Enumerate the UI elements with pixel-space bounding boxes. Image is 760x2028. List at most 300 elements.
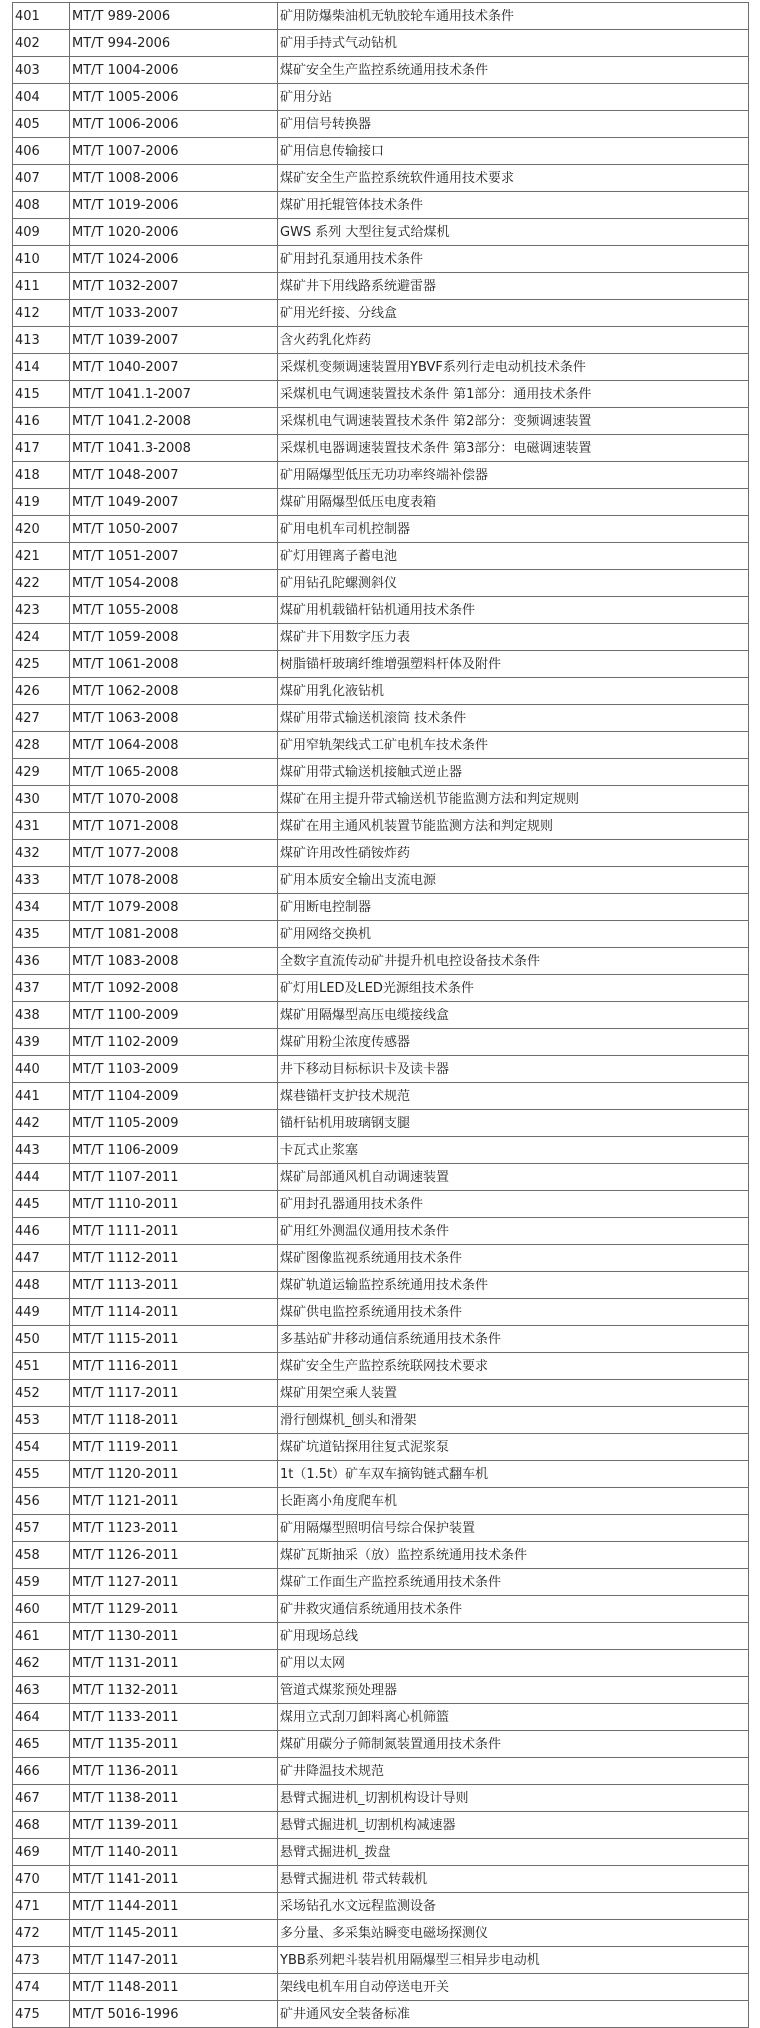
row-number-cell: 413 [13, 327, 70, 354]
table-row [13, 570, 749, 597]
standard-title-cell: 矿用封孔器通用技术条件 [278, 1191, 749, 1218]
row-number-cell: 442 [13, 1110, 70, 1137]
table-row [13, 1596, 749, 1623]
table-row [13, 1461, 749, 1488]
standard-code-cell: MT/T 1106-2009 [70, 1137, 278, 1164]
row-number-cell: 436 [13, 948, 70, 975]
row-number-cell: 431 [13, 813, 70, 840]
standard-code-cell: MT/T 1024-2006 [70, 246, 278, 273]
table-row [13, 678, 749, 705]
standard-title-cell: 煤矿用托辊管体技术条件 [278, 192, 749, 219]
standard-code-cell: MT/T 1147-2011 [70, 1947, 278, 1974]
standard-title-cell: 含火药乳化炸药 [278, 327, 749, 354]
row-number-cell: 418 [13, 462, 70, 489]
row-number-cell: 434 [13, 894, 70, 921]
standard-code-cell: MT/T 1138-2011 [70, 1785, 278, 1812]
row-number-cell: 411 [13, 273, 70, 300]
table-row [13, 624, 749, 651]
table-row [13, 3, 749, 30]
standard-code-cell: MT/T 1112-2011 [70, 1245, 278, 1272]
table-row [13, 219, 749, 246]
standard-code-cell: MT/T 994-2006 [70, 30, 278, 57]
standard-code-cell: MT/T 1004-2006 [70, 57, 278, 84]
standard-title-cell: 采煤机电气调速装置技术条件 第2部分：变频调速装置 [278, 408, 749, 435]
table-row [13, 354, 749, 381]
standard-title-cell: 矿用信息传输接口 [278, 138, 749, 165]
row-number-cell: 438 [13, 1002, 70, 1029]
row-number-cell: 419 [13, 489, 70, 516]
row-number-cell: 440 [13, 1056, 70, 1083]
standard-title-cell: 矿用红外测温仪通用技术条件 [278, 1218, 749, 1245]
standard-code-cell: MT/T 1071-2008 [70, 813, 278, 840]
standard-code-cell: MT/T 1126-2011 [70, 1542, 278, 1569]
row-number-cell: 412 [13, 300, 70, 327]
standard-title-cell: 锚杆钻机用玻璃钢支腿 [278, 1110, 749, 1137]
table-row [13, 921, 749, 948]
standard-code-cell: MT/T 1127-2011 [70, 1569, 278, 1596]
table-row [13, 84, 749, 111]
standard-title-cell: 煤矿用隔爆型低压电度表箱 [278, 489, 749, 516]
table-row [13, 1731, 749, 1758]
standard-title-cell: 悬臂式掘进机_拨盘 [278, 1839, 749, 1866]
row-number-cell: 472 [13, 1920, 70, 1947]
row-number-cell: 421 [13, 543, 70, 570]
row-number-cell: 428 [13, 732, 70, 759]
row-number-cell: 462 [13, 1650, 70, 1677]
standard-code-cell: MT/T 1005-2006 [70, 84, 278, 111]
row-number-cell: 455 [13, 1461, 70, 1488]
row-number-cell: 454 [13, 1434, 70, 1461]
standard-title-cell: 架线电机车用自动停送电开关 [278, 1974, 749, 2001]
standard-code-cell: MT/T 1102-2009 [70, 1029, 278, 1056]
standard-title-cell: 多分量、多采集站瞬变电磁场探测仪 [278, 1920, 749, 1947]
standard-title-cell: 煤巷锚杆支护技术规范 [278, 1083, 749, 1110]
standard-title-cell: 采煤机电器调速装置技术条件 第3部分：电磁调速装置 [278, 435, 749, 462]
table-row [13, 1353, 749, 1380]
table-row [13, 1677, 749, 1704]
table-row [13, 30, 749, 57]
table-row [13, 1002, 749, 1029]
row-number-cell: 427 [13, 705, 70, 732]
standard-code-cell: MT/T 989-2006 [70, 3, 278, 30]
standard-code-cell: MT/T 1120-2011 [70, 1461, 278, 1488]
row-number-cell: 404 [13, 84, 70, 111]
standard-title-cell: 长距离小角度爬车机 [278, 1488, 749, 1515]
standard-code-cell: MT/T 1041.2-2008 [70, 408, 278, 435]
standard-code-cell: MT/T 1064-2008 [70, 732, 278, 759]
standard-code-cell: MT/T 1145-2011 [70, 1920, 278, 1947]
standard-code-cell: MT/T 1116-2011 [70, 1353, 278, 1380]
standard-title-cell: 煤矿局部通风机自动调速装置 [278, 1164, 749, 1191]
table-row [13, 435, 749, 462]
table-row [13, 516, 749, 543]
standard-code-cell: MT/T 1077-2008 [70, 840, 278, 867]
standard-title-cell: 煤矿瓦斯抽采（放）监控系统通用技术条件 [278, 1542, 749, 1569]
row-number-cell: 435 [13, 921, 70, 948]
table-row [13, 327, 749, 354]
row-number-cell: 445 [13, 1191, 70, 1218]
standard-title-cell: YBB系列耙斗装岩机用隔爆型三相异步电动机 [278, 1947, 749, 1974]
row-number-cell: 451 [13, 1353, 70, 1380]
standard-code-cell: MT/T 1118-2011 [70, 1407, 278, 1434]
standard-title-cell: 悬臂式掘进机_切割机构减速器 [278, 1812, 749, 1839]
standard-title-cell: 煤矿用带式输送机滚筒 技术条件 [278, 705, 749, 732]
standard-title-cell: 煤矿用带式输送机接触式逆止器 [278, 759, 749, 786]
row-number-cell: 439 [13, 1029, 70, 1056]
standard-code-cell: MT/T 1115-2011 [70, 1326, 278, 1353]
standard-code-cell: MT/T 1111-2011 [70, 1218, 278, 1245]
standard-title-cell: 煤矿安全生产监控系统软件通用技术要求 [278, 165, 749, 192]
table-row [13, 1974, 749, 2001]
table-row [13, 597, 749, 624]
table-row [13, 1083, 749, 1110]
table-row [13, 246, 749, 273]
standard-title-cell: 煤矿坑道钻探用往复式泥浆泵 [278, 1434, 749, 1461]
row-number-cell: 437 [13, 975, 70, 1002]
standard-code-cell: MT/T 1092-2008 [70, 975, 278, 1002]
standard-code-cell: MT/T 1148-2011 [70, 1974, 278, 2001]
table-row [13, 1812, 749, 1839]
standard-title-cell: 矿用封孔泵通用技术条件 [278, 246, 749, 273]
standard-title-cell: 矿灯用锂离子蓄电池 [278, 543, 749, 570]
standard-title-cell: 矿用电机车司机控制器 [278, 516, 749, 543]
row-number-cell: 423 [13, 597, 70, 624]
standard-title-cell: 煤矿用架空乘人装置 [278, 1380, 749, 1407]
standard-code-cell: MT/T 1061-2008 [70, 651, 278, 678]
row-number-cell: 425 [13, 651, 70, 678]
standard-code-cell: MT/T 1032-2007 [70, 273, 278, 300]
table-row [13, 192, 749, 219]
table-row [13, 1245, 749, 1272]
row-number-cell: 410 [13, 246, 70, 273]
standard-title-cell: 煤矿井下用数字压力表 [278, 624, 749, 651]
table-row [13, 1866, 749, 1893]
standard-code-cell: MT/T 1070-2008 [70, 786, 278, 813]
table-row [13, 1515, 749, 1542]
standards-table-body [13, 3, 749, 2028]
standard-title-cell: 煤矿供电监控系统通用技术条件 [278, 1299, 749, 1326]
table-row [13, 1569, 749, 1596]
standard-title-cell: 煤用立式刮刀卸料离心机筛篮 [278, 1704, 749, 1731]
table-row [13, 651, 749, 678]
standard-title-cell: 煤矿许用改性硝铵炸药 [278, 840, 749, 867]
row-number-cell: 475 [13, 2001, 70, 2028]
row-number-cell: 463 [13, 1677, 70, 1704]
standard-title-cell: 悬臂式掘进机 带式转载机 [278, 1866, 749, 1893]
table-row [13, 1218, 749, 1245]
standard-code-cell: MT/T 1119-2011 [70, 1434, 278, 1461]
table-row [13, 1407, 749, 1434]
standard-title-cell: 煤矿用机载锚杆钻机通用技术条件 [278, 597, 749, 624]
row-number-cell: 414 [13, 354, 70, 381]
table-row [13, 867, 749, 894]
standard-code-cell: MT/T 1133-2011 [70, 1704, 278, 1731]
row-number-cell: 466 [13, 1758, 70, 1785]
standard-title-cell: 矿用钻孔陀螺测斜仪 [278, 570, 749, 597]
table-row [13, 381, 749, 408]
standard-title-cell: 矿灯用LED及LED光源组技术条件 [278, 975, 749, 1002]
standard-code-cell: MT/T 1117-2011 [70, 1380, 278, 1407]
standard-title-cell: 煤矿用隔爆型高压电缆接线盒 [278, 1002, 749, 1029]
standard-code-cell: MT/T 1107-2011 [70, 1164, 278, 1191]
table-row [13, 1893, 749, 1920]
row-number-cell: 460 [13, 1596, 70, 1623]
table-row [13, 1164, 749, 1191]
row-number-cell: 429 [13, 759, 70, 786]
row-number-cell: 401 [13, 3, 70, 30]
row-number-cell: 402 [13, 30, 70, 57]
table-row [13, 732, 749, 759]
standard-code-cell: MT/T 1020-2006 [70, 219, 278, 246]
table-row [13, 57, 749, 84]
table-row [13, 1380, 749, 1407]
standard-code-cell: MT/T 1059-2008 [70, 624, 278, 651]
table-row [13, 1326, 749, 1353]
standard-code-cell: MT/T 1079-2008 [70, 894, 278, 921]
standard-title-cell: 煤矿安全生产监控系统通用技术条件 [278, 57, 749, 84]
standard-code-cell: MT/T 1083-2008 [70, 948, 278, 975]
row-number-cell: 458 [13, 1542, 70, 1569]
table-row [13, 705, 749, 732]
table-row [13, 813, 749, 840]
row-number-cell: 464 [13, 1704, 70, 1731]
standard-code-cell: MT/T 1105-2009 [70, 1110, 278, 1137]
standard-title-cell: GWS 系列 大型往复式给煤机 [278, 219, 749, 246]
row-number-cell: 471 [13, 1893, 70, 1920]
table-row [13, 111, 749, 138]
row-number-cell: 416 [13, 408, 70, 435]
table-row [13, 1137, 749, 1164]
row-number-cell: 470 [13, 1866, 70, 1893]
standard-code-cell: MT/T 1113-2011 [70, 1272, 278, 1299]
table-row [13, 840, 749, 867]
standard-title-cell: 矿井降温技术规范 [278, 1758, 749, 1785]
row-number-cell: 406 [13, 138, 70, 165]
standard-title-cell: 管道式煤浆预处理器 [278, 1677, 749, 1704]
row-number-cell: 447 [13, 1245, 70, 1272]
row-number-cell: 441 [13, 1083, 70, 1110]
standard-code-cell: MT/T 1039-2007 [70, 327, 278, 354]
standard-title-cell: 煤矿在用主提升带式输送机节能监测方法和判定规则 [278, 786, 749, 813]
standard-title-cell: 煤矿用粉尘浓度传感器 [278, 1029, 749, 1056]
row-number-cell: 422 [13, 570, 70, 597]
row-number-cell: 443 [13, 1137, 70, 1164]
table-row [13, 1272, 749, 1299]
row-number-cell: 468 [13, 1812, 70, 1839]
row-number-cell: 459 [13, 1569, 70, 1596]
standard-title-cell: 煤矿井下用线路系统避雷器 [278, 273, 749, 300]
table-row [13, 1488, 749, 1515]
standards-table [12, 2, 749, 2028]
standard-code-cell: MT/T 5016-1996 [70, 2001, 278, 2028]
table-row [13, 975, 749, 1002]
table-row [13, 300, 749, 327]
table-row [13, 273, 749, 300]
standard-code-cell: MT/T 1130-2011 [70, 1623, 278, 1650]
table-row [13, 543, 749, 570]
standard-title-cell: 多基站矿井移动通信系统通用技术条件 [278, 1326, 749, 1353]
row-number-cell: 456 [13, 1488, 70, 1515]
table-row [13, 462, 749, 489]
standard-title-cell: 煤矿图像监视系统通用技术条件 [278, 1245, 749, 1272]
table-row [13, 894, 749, 921]
standard-code-cell: MT/T 1104-2009 [70, 1083, 278, 1110]
standard-code-cell: MT/T 1041.3-2008 [70, 435, 278, 462]
row-number-cell: 448 [13, 1272, 70, 1299]
standard-title-cell: 煤矿轨道运输监控系统通用技术条件 [278, 1272, 749, 1299]
standard-code-cell: MT/T 1139-2011 [70, 1812, 278, 1839]
standard-title-cell: 矿用隔爆型照明信号综合保护装置 [278, 1515, 749, 1542]
standard-code-cell: MT/T 1123-2011 [70, 1515, 278, 1542]
standard-code-cell: MT/T 1049-2007 [70, 489, 278, 516]
standard-title-cell: 矿井救灾通信系统通用技术条件 [278, 1596, 749, 1623]
row-number-cell: 432 [13, 840, 70, 867]
standard-code-cell: MT/T 1135-2011 [70, 1731, 278, 1758]
standard-title-cell: 矿用现场总线 [278, 1623, 749, 1650]
standard-code-cell: MT/T 1054-2008 [70, 570, 278, 597]
standard-title-cell: 煤矿用乳化液钻机 [278, 678, 749, 705]
table-row [13, 1785, 749, 1812]
standard-code-cell: MT/T 1033-2007 [70, 300, 278, 327]
table-row [13, 1299, 749, 1326]
standard-code-cell: MT/T 1006-2006 [70, 111, 278, 138]
table-row [13, 138, 749, 165]
row-number-cell: 467 [13, 1785, 70, 1812]
standard-title-cell: 矿用信号转换器 [278, 111, 749, 138]
row-number-cell: 453 [13, 1407, 70, 1434]
standard-code-cell: MT/T 1063-2008 [70, 705, 278, 732]
table-row [13, 1650, 749, 1677]
standard-title-cell: 矿用本质安全输出支流电源 [278, 867, 749, 894]
row-number-cell: 465 [13, 1731, 70, 1758]
row-number-cell: 450 [13, 1326, 70, 1353]
row-number-cell: 424 [13, 624, 70, 651]
row-number-cell: 433 [13, 867, 70, 894]
table-row [13, 1056, 749, 1083]
standard-code-cell: MT/T 1114-2011 [70, 1299, 278, 1326]
row-number-cell: 461 [13, 1623, 70, 1650]
standard-title-cell: 悬臂式掘进机_切割机构设计导则 [278, 1785, 749, 1812]
standard-code-cell: MT/T 1103-2009 [70, 1056, 278, 1083]
standard-code-cell: MT/T 1078-2008 [70, 867, 278, 894]
standard-code-cell: MT/T 1129-2011 [70, 1596, 278, 1623]
standard-title-cell: 滑行刨煤机_刨头和滑架 [278, 1407, 749, 1434]
standard-title-cell: 煤矿用碳分子筛制氮装置通用技术条件 [278, 1731, 749, 1758]
row-number-cell: 474 [13, 1974, 70, 2001]
table-row [13, 1623, 749, 1650]
standard-code-cell: MT/T 1048-2007 [70, 462, 278, 489]
standard-code-cell: MT/T 1141-2011 [70, 1866, 278, 1893]
row-number-cell: 409 [13, 219, 70, 246]
table-row [13, 408, 749, 435]
standard-title-cell: 矿井通风安全装备标准 [278, 2001, 749, 2028]
standard-title-cell: 卡瓦式止浆塞 [278, 1137, 749, 1164]
standard-title-cell: 矿用断电控制器 [278, 894, 749, 921]
standard-title-cell: 煤矿安全生产监控系统联网技术要求 [278, 1353, 749, 1380]
standard-code-cell: MT/T 1055-2008 [70, 597, 278, 624]
row-number-cell: 426 [13, 678, 70, 705]
standard-code-cell: MT/T 1040-2007 [70, 354, 278, 381]
standard-code-cell: MT/T 1100-2009 [70, 1002, 278, 1029]
row-number-cell: 408 [13, 192, 70, 219]
table-row [13, 948, 749, 975]
standard-code-cell: MT/T 1050-2007 [70, 516, 278, 543]
table-row [13, 2001, 749, 2028]
table-row [13, 1839, 749, 1866]
standard-code-cell: MT/T 1008-2006 [70, 165, 278, 192]
standard-title-cell: 1t（1.5t）矿车双车摘钩链式翻车机 [278, 1461, 749, 1488]
table-row [13, 165, 749, 192]
table-row [13, 1947, 749, 1974]
table-row [13, 489, 749, 516]
row-number-cell: 449 [13, 1299, 70, 1326]
row-number-cell: 403 [13, 57, 70, 84]
table-row [13, 1758, 749, 1785]
standard-code-cell: MT/T 1131-2011 [70, 1650, 278, 1677]
row-number-cell: 473 [13, 1947, 70, 1974]
standard-title-cell: 煤矿工作面生产监控系统通用技术条件 [278, 1569, 749, 1596]
standard-title-cell: 采煤机电气调速装置技术条件 第1部分：通用技术条件 [278, 381, 749, 408]
standard-code-cell: MT/T 1140-2011 [70, 1839, 278, 1866]
standard-code-cell: MT/T 1144-2011 [70, 1893, 278, 1920]
standard-title-cell: 树脂锚杆玻璃纤维增强塑料杆体及附件 [278, 651, 749, 678]
standard-title-cell: 采煤机变频调速装置用YBVF系列行走电动机技术条件 [278, 354, 749, 381]
standard-title-cell: 煤矿在用主通风机装置节能监测方法和判定规则 [278, 813, 749, 840]
standard-code-cell: MT/T 1136-2011 [70, 1758, 278, 1785]
table-row [13, 1920, 749, 1947]
row-number-cell: 417 [13, 435, 70, 462]
row-number-cell: 405 [13, 111, 70, 138]
standard-code-cell: MT/T 1065-2008 [70, 759, 278, 786]
table-row [13, 1029, 749, 1056]
standard-code-cell: MT/T 1041.1-2007 [70, 381, 278, 408]
table-row [13, 1110, 749, 1137]
standard-title-cell: 矿用窄轨架线式工矿电机车技术条件 [278, 732, 749, 759]
table-row [13, 1542, 749, 1569]
row-number-cell: 420 [13, 516, 70, 543]
row-number-cell: 446 [13, 1218, 70, 1245]
row-number-cell: 457 [13, 1515, 70, 1542]
standard-code-cell: MT/T 1019-2006 [70, 192, 278, 219]
row-number-cell: 469 [13, 1839, 70, 1866]
table-row [13, 1191, 749, 1218]
standard-code-cell: MT/T 1132-2011 [70, 1677, 278, 1704]
standard-code-cell: MT/T 1081-2008 [70, 921, 278, 948]
table-row [13, 1434, 749, 1461]
standard-title-cell: 矿用网络交换机 [278, 921, 749, 948]
standard-title-cell: 井下移动目标标识卡及读卡器 [278, 1056, 749, 1083]
table-row [13, 1704, 749, 1731]
standard-code-cell: MT/T 1062-2008 [70, 678, 278, 705]
standard-title-cell: 矿用分站 [278, 84, 749, 111]
standard-title-cell: 矿用光纤接、分线盒 [278, 300, 749, 327]
row-number-cell: 415 [13, 381, 70, 408]
standard-title-cell: 矿用以太网 [278, 1650, 749, 1677]
standard-title-cell: 矿用隔爆型低压无功功率终端补偿器 [278, 462, 749, 489]
table-row [13, 759, 749, 786]
standard-title-cell: 采场钻孔水文远程监测设备 [278, 1893, 749, 1920]
standard-title-cell: 矿用防爆柴油机无轨胶轮车通用技术条件 [278, 3, 749, 30]
standard-code-cell: MT/T 1121-2011 [70, 1488, 278, 1515]
row-number-cell: 407 [13, 165, 70, 192]
standard-code-cell: MT/T 1051-2007 [70, 543, 278, 570]
standard-title-cell: 全数字直流传动矿井提升机电控设备技术条件 [278, 948, 749, 975]
standard-code-cell: MT/T 1007-2006 [70, 138, 278, 165]
table-row [13, 786, 749, 813]
row-number-cell: 430 [13, 786, 70, 813]
standard-code-cell: MT/T 1110-2011 [70, 1191, 278, 1218]
row-number-cell: 444 [13, 1164, 70, 1191]
